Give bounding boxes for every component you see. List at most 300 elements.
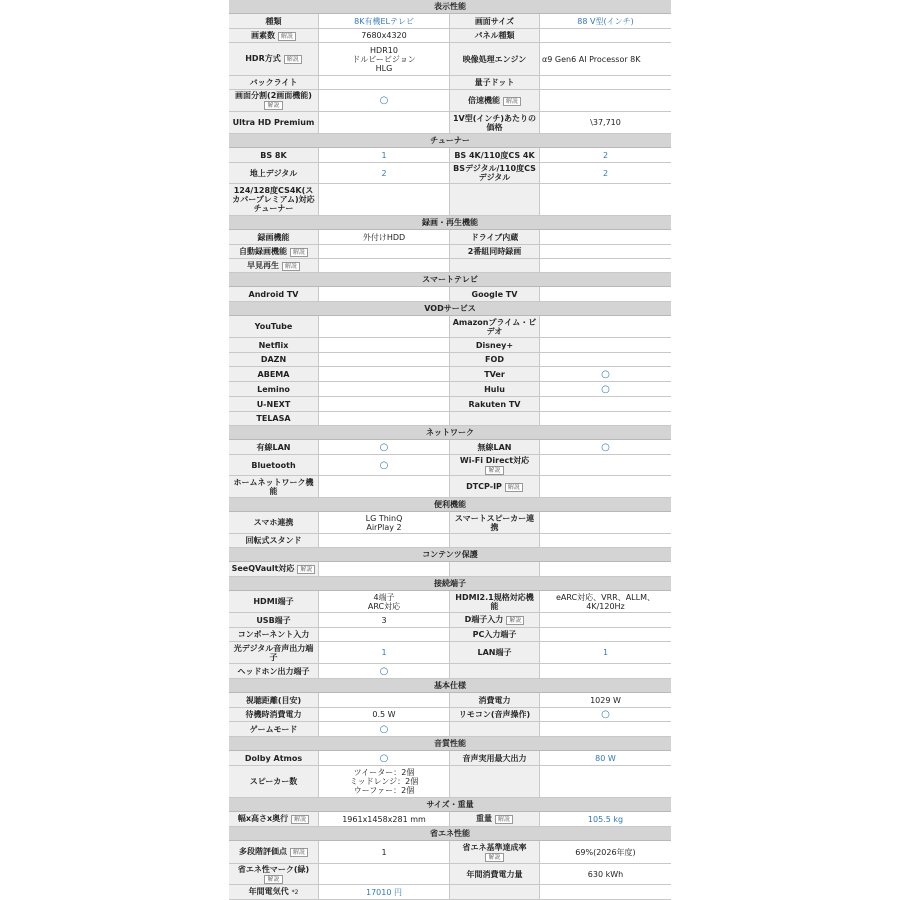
spec-label xyxy=(450,885,539,899)
spec-value xyxy=(318,148,450,162)
cell-text: 幅x高さx奥行 xyxy=(237,814,289,823)
spec-value xyxy=(539,812,671,826)
spec-value xyxy=(539,76,671,89)
cell-text: 多段階評価点 xyxy=(238,847,287,856)
cell-text: 音声実用最大出力 xyxy=(462,753,527,763)
cell-text: リモコン(音声操作) xyxy=(458,710,531,719)
spec-value xyxy=(539,766,671,797)
cell-text: Android TV xyxy=(248,289,299,299)
cell-text: 消費電力 xyxy=(478,695,511,705)
spec-value xyxy=(539,397,671,411)
cell-text: 待機時消費電力 xyxy=(245,710,302,719)
cell-text: 124/128度CS4K(スカパープレミアム)対応チューナー xyxy=(232,186,315,213)
spec-value xyxy=(318,29,450,42)
spec-value xyxy=(318,455,450,475)
spec-label xyxy=(229,664,318,678)
spec-label xyxy=(229,864,318,884)
spec-value xyxy=(539,112,671,133)
spec-value xyxy=(318,14,450,28)
spec-label xyxy=(229,885,318,899)
spec-label xyxy=(229,90,318,111)
cell-text: 量子ドット xyxy=(474,78,515,87)
spec-value xyxy=(318,184,450,215)
cell-text: ツイーター：2個 ミッドレンジ：2個 ウーファー：2個 xyxy=(349,768,419,795)
spec-value xyxy=(539,367,671,381)
cell-text: Netflix xyxy=(258,340,289,350)
spec-row xyxy=(229,766,671,798)
available-mark: ○ xyxy=(379,459,389,471)
kaisetsu-button[interactable]: 解説 xyxy=(291,815,309,824)
kaisetsu-button[interactable]: 解説 xyxy=(278,32,296,41)
spec-row xyxy=(229,90,671,112)
kaisetsu-button[interactable]: 解説 xyxy=(506,616,524,625)
spec-label xyxy=(229,613,318,627)
spec-label xyxy=(229,440,318,454)
spec-value xyxy=(318,397,450,411)
cell-text: 3 xyxy=(381,615,387,625)
spec-value xyxy=(539,90,671,111)
spec-row xyxy=(229,43,671,76)
spec-row xyxy=(229,112,671,134)
section-header: VODサービス xyxy=(229,302,671,316)
spec-row xyxy=(229,512,671,534)
spec-label xyxy=(450,353,539,366)
section-header: 表示性能 xyxy=(229,0,671,14)
spec-label xyxy=(450,476,539,497)
spec-label xyxy=(450,112,539,133)
spec-label xyxy=(229,148,318,162)
spec-label xyxy=(450,512,539,533)
available-mark: ○ xyxy=(379,665,389,677)
spec-label xyxy=(229,628,318,641)
cell-text: Lemino xyxy=(257,384,290,394)
cell-text: 光デジタル音声出力端子 xyxy=(233,643,314,662)
cell-text: 倍速機能 xyxy=(467,95,500,105)
cell-text: 0.5 W xyxy=(372,710,396,719)
cell-text: Ultra HD Premium xyxy=(232,118,315,127)
spec-label xyxy=(229,812,318,826)
cell-text: Rakuten TV xyxy=(468,399,521,409)
cell-text: Wi-Fi Direct対応 xyxy=(459,455,530,465)
spec-label xyxy=(450,591,539,612)
cell-text: Amazonプライム・ビデオ xyxy=(452,317,537,336)
spec-value xyxy=(539,163,671,183)
cell-text: 2番組同時録画 xyxy=(467,247,522,256)
cell-text: LG ThinQ AirPlay 2 xyxy=(365,513,403,532)
spec-label xyxy=(229,642,318,663)
spec-value xyxy=(539,476,671,497)
spec-row xyxy=(229,245,671,259)
spec-label xyxy=(450,43,539,75)
spec-label xyxy=(229,338,318,352)
cell-text: BS 8K xyxy=(260,150,287,160)
spec-label xyxy=(450,722,539,736)
spec-value xyxy=(318,353,450,366)
spec-label xyxy=(229,476,318,497)
spec-label xyxy=(229,766,318,797)
spec-row xyxy=(229,812,671,827)
kaisetsu-button[interactable]: 解説 xyxy=(264,875,282,884)
spec-value xyxy=(318,708,450,721)
cell-text: Dolby Atmos xyxy=(244,753,303,763)
available-mark: ○ xyxy=(601,709,610,720)
cell-text: 1961x1458x281 mm xyxy=(342,814,426,824)
cell-text: 2 xyxy=(602,168,609,178)
spec-label xyxy=(229,455,318,475)
kaisetsu-button[interactable]: 解説 xyxy=(485,466,503,475)
cell-text: スマホ連携 xyxy=(253,518,294,527)
cell-text: USB端子 xyxy=(256,615,291,625)
section-header: 省エネ性能 xyxy=(229,827,671,841)
spec-label xyxy=(450,90,539,111)
spec-label xyxy=(229,841,318,863)
spec-label xyxy=(229,230,318,244)
spec-value xyxy=(539,382,671,396)
cell-text: 種類 xyxy=(265,16,282,26)
section-header: ネットワーク xyxy=(229,426,671,440)
section-header: コンテンツ保護 xyxy=(229,548,671,562)
spec-value xyxy=(318,628,450,641)
spec-value xyxy=(318,841,450,863)
spec-value xyxy=(539,245,671,258)
kaisetsu-button[interactable]: 解説 xyxy=(505,483,523,492)
spec-value xyxy=(318,613,450,627)
spec-row xyxy=(229,287,671,302)
spec-value xyxy=(539,534,671,547)
cell-text: Hulu xyxy=(484,384,505,394)
available-mark: ○ xyxy=(601,441,610,453)
spec-value xyxy=(539,440,671,454)
section-header: 基本仕様 xyxy=(229,679,671,693)
spec-label xyxy=(229,412,318,425)
kaisetsu-button[interactable]: 解説 xyxy=(297,565,315,574)
cell-text: 外付けHDD xyxy=(362,232,406,242)
kaisetsu-button[interactable]: 解説 xyxy=(290,848,308,857)
section-header: スマートテレビ xyxy=(229,273,671,287)
kaisetsu-button[interactable]: 解説 xyxy=(284,55,302,64)
kaisetsu-button[interactable]: 解説 xyxy=(485,853,503,862)
spec-value xyxy=(318,338,450,352)
spec-label xyxy=(450,316,539,337)
spec-table xyxy=(229,0,671,900)
spec-value xyxy=(318,245,450,258)
spec-value xyxy=(318,163,450,183)
available-mark: ○ xyxy=(601,383,610,395)
cell-text: α9 Gen6 AI Processor 8K xyxy=(542,54,641,64)
spec-row xyxy=(229,664,671,679)
cell-text: HDR10 ドルビービジョン HLG xyxy=(352,45,416,73)
cell-text: 年間電気代 xyxy=(248,887,289,896)
cell-text: 省エネ基準達成率 xyxy=(462,842,527,852)
spec-value xyxy=(318,812,450,826)
cell-text: 1029 W xyxy=(590,695,621,705)
cell-text: スピーカー数 xyxy=(249,777,298,786)
cell-text: ホームネットワーク機能 xyxy=(233,477,314,496)
spec-label xyxy=(450,259,539,272)
spec-row xyxy=(229,338,671,353)
cell-text: 69%(2026年度) xyxy=(575,847,636,857)
cell-text: 630 kWh xyxy=(587,869,624,879)
spec-row xyxy=(229,367,671,382)
cell-text: FOD xyxy=(485,355,504,364)
cell-text: 映像処理エンジン xyxy=(462,54,527,64)
cell-text: PC入力端子 xyxy=(472,630,517,639)
cell-text: TELASA xyxy=(256,414,291,423)
spec-label xyxy=(229,43,318,75)
spec-label xyxy=(450,664,539,678)
spec-label xyxy=(450,163,539,183)
spec-label xyxy=(450,766,539,797)
spec-value xyxy=(539,562,671,576)
spec-value xyxy=(318,562,450,576)
spec-label xyxy=(450,613,539,627)
cell-text: 回転式スタンド xyxy=(245,536,302,545)
spec-row xyxy=(229,864,671,885)
spec-row xyxy=(229,353,671,367)
spec-label xyxy=(450,367,539,381)
spec-label xyxy=(229,693,318,707)
cell-text: 2 xyxy=(602,150,609,160)
kaisetsu-button[interactable]: 解説 xyxy=(282,262,300,271)
spec-label xyxy=(229,29,318,42)
spec-value xyxy=(539,885,671,899)
cell-text: スマートスピーカー連携 xyxy=(454,513,535,532)
spec-row xyxy=(229,613,671,628)
cell-text: 1 xyxy=(381,648,387,657)
cell-text: BSデジタル/110度CSデジタル xyxy=(453,164,536,182)
spec-value xyxy=(539,751,671,765)
spec-label xyxy=(450,287,539,301)
spec-label xyxy=(450,455,539,475)
spec-label xyxy=(450,751,539,765)
cell-text: Bluetooth xyxy=(251,460,296,470)
spec-label xyxy=(450,230,539,244)
cell-text: 88 V型(インチ) xyxy=(577,16,634,26)
spec-value xyxy=(539,14,671,28)
spec-row xyxy=(229,476,671,498)
section-header: 音質性能 xyxy=(229,737,671,751)
footnote-marker: *2 xyxy=(291,889,299,896)
spec-label xyxy=(229,184,318,215)
spec-label xyxy=(229,163,318,183)
spec-label xyxy=(229,534,318,547)
spec-value xyxy=(318,382,450,396)
cell-text: D端子入力 xyxy=(464,615,504,624)
available-mark: ○ xyxy=(379,95,389,106)
cell-text: \37,710 xyxy=(590,118,621,127)
spec-label xyxy=(450,841,539,863)
kaisetsu-button[interactable]: 解説 xyxy=(503,97,521,106)
spec-row xyxy=(229,628,671,642)
section-header: 接続端子 xyxy=(229,577,671,591)
spec-value xyxy=(539,43,671,75)
spec-value xyxy=(318,722,450,736)
cell-text: Disney+ xyxy=(475,340,514,350)
spec-row xyxy=(229,693,671,708)
kaisetsu-button[interactable]: 解説 xyxy=(290,248,308,257)
available-mark: ○ xyxy=(601,368,610,380)
cell-text: 重量 xyxy=(475,814,492,823)
spec-value xyxy=(318,90,450,111)
spec-value xyxy=(539,591,671,612)
spec-value xyxy=(539,708,671,721)
spec-label xyxy=(229,259,318,272)
cell-text: 省エネ性マーク(緑) xyxy=(237,864,310,874)
spec-label xyxy=(229,245,318,258)
spec-value xyxy=(318,476,450,497)
spec-value xyxy=(539,664,671,678)
cell-text: eARC対応、VRR、ALLM、4K/120Hz xyxy=(555,592,656,611)
section-header: 便利機能 xyxy=(229,498,671,512)
spec-row xyxy=(229,562,671,577)
spec-label xyxy=(450,534,539,547)
cell-text: 80 W xyxy=(595,753,616,763)
spec-value xyxy=(539,613,671,627)
spec-label xyxy=(450,693,539,707)
spec-row xyxy=(229,163,671,184)
spec-row xyxy=(229,397,671,412)
spec-value xyxy=(539,512,671,533)
cell-text: 4端子 ARC対応 xyxy=(367,592,401,611)
spec-label xyxy=(450,397,539,411)
spec-value xyxy=(539,338,671,352)
spec-label xyxy=(450,29,539,42)
cell-text: 1 xyxy=(381,150,387,160)
spec-label xyxy=(450,812,539,826)
section-header: チューナー xyxy=(229,134,671,148)
spec-value xyxy=(318,316,450,337)
spec-label xyxy=(450,338,539,352)
spec-row xyxy=(229,259,671,273)
cell-text: 有線LAN xyxy=(256,442,291,452)
spec-value xyxy=(318,259,450,272)
cell-text: 画素数 xyxy=(250,30,275,40)
section-header: サイズ・重量 xyxy=(229,798,671,812)
cell-text: 17010 円 xyxy=(366,887,402,897)
spec-value xyxy=(539,412,671,425)
cell-text: コンポーネント入力 xyxy=(237,630,310,639)
spec-row xyxy=(229,440,671,455)
spec-label xyxy=(229,353,318,366)
spec-value xyxy=(539,230,671,244)
spec-row xyxy=(229,722,671,737)
available-mark: ○ xyxy=(379,441,389,453)
spec-value xyxy=(318,664,450,678)
cell-text: 早見再生 xyxy=(246,260,279,270)
spec-label xyxy=(229,722,318,736)
cell-text: 1V型(インチ)あたりの価格 xyxy=(452,113,537,132)
spec-value xyxy=(539,148,671,162)
spec-label xyxy=(229,512,318,533)
cell-text: 8K有機ELテレビ xyxy=(354,16,414,26)
cell-text: ABEMA xyxy=(257,369,290,379)
spec-label xyxy=(229,591,318,612)
spec-row xyxy=(229,184,671,216)
spec-label xyxy=(229,562,318,576)
spec-label xyxy=(450,245,539,258)
spec-row xyxy=(229,885,671,900)
cell-text: 7680x4320 xyxy=(361,31,407,40)
spec-value xyxy=(318,642,450,663)
cell-text: 画面分割(2画面機能) xyxy=(235,91,312,100)
spec-row xyxy=(229,642,671,664)
spec-label xyxy=(450,864,539,884)
cell-text: YouTube xyxy=(254,322,293,331)
spec-label xyxy=(450,148,539,162)
cell-text: 画面サイズ xyxy=(474,16,515,26)
cell-text: ヘッドホン出力端子 xyxy=(237,666,310,676)
spec-value xyxy=(318,287,450,301)
spec-label xyxy=(450,184,539,215)
spec-label xyxy=(229,76,318,89)
spec-row xyxy=(229,76,671,90)
spec-label xyxy=(450,412,539,425)
cell-text: HDMI2.1規格対応機能 xyxy=(455,592,534,611)
spec-value xyxy=(318,885,450,899)
cell-text: HDR方式 xyxy=(245,54,281,63)
spec-label xyxy=(450,708,539,721)
kaisetsu-button[interactable]: 解説 xyxy=(264,101,282,110)
spec-label xyxy=(229,316,318,337)
cell-text: 105.5 kg xyxy=(587,814,624,824)
spec-label xyxy=(450,382,539,396)
spec-label xyxy=(229,287,318,301)
cell-text: 地上デジタル xyxy=(249,168,298,178)
spec-row xyxy=(229,412,671,426)
spec-label xyxy=(450,628,539,641)
spec-value xyxy=(539,29,671,42)
spec-value xyxy=(539,455,671,475)
cell-text: 視聴距離(目安) xyxy=(245,695,302,705)
spec-row xyxy=(229,841,671,864)
cell-text: 1 xyxy=(381,847,387,857)
cell-text: バックライト xyxy=(249,78,298,87)
spec-label xyxy=(450,440,539,454)
spec-value xyxy=(539,642,671,663)
spec-value xyxy=(539,628,671,641)
available-mark: ○ xyxy=(379,723,389,735)
spec-value xyxy=(539,184,671,215)
cell-text: ゲームモード xyxy=(249,724,298,734)
spec-value xyxy=(318,751,450,765)
cell-text: ドライブ内蔵 xyxy=(470,232,519,242)
spec-value xyxy=(318,230,450,244)
spec-value xyxy=(318,864,450,884)
cell-text: HDMI端子 xyxy=(253,597,294,606)
spec-row xyxy=(229,534,671,548)
spec-value xyxy=(539,864,671,884)
spec-row xyxy=(229,14,671,29)
spec-label xyxy=(450,14,539,28)
spec-label xyxy=(229,397,318,411)
spec-value xyxy=(318,76,450,89)
spec-row xyxy=(229,382,671,397)
spec-value xyxy=(318,591,450,612)
cell-text: 無線LAN xyxy=(477,442,512,452)
kaisetsu-button[interactable]: 解説 xyxy=(495,815,513,824)
cell-text: 2 xyxy=(381,168,387,178)
cell-text: DTCP-IP xyxy=(466,481,502,491)
spec-value xyxy=(539,287,671,301)
spec-value xyxy=(318,112,450,133)
spec-row xyxy=(229,29,671,43)
spec-label xyxy=(229,382,318,396)
cell-text: パネル種類 xyxy=(474,31,515,40)
cell-text: DAZN xyxy=(260,355,287,364)
spec-value xyxy=(318,440,450,454)
cell-text: SeeQVault対応 xyxy=(231,564,295,573)
spec-value xyxy=(318,43,450,75)
